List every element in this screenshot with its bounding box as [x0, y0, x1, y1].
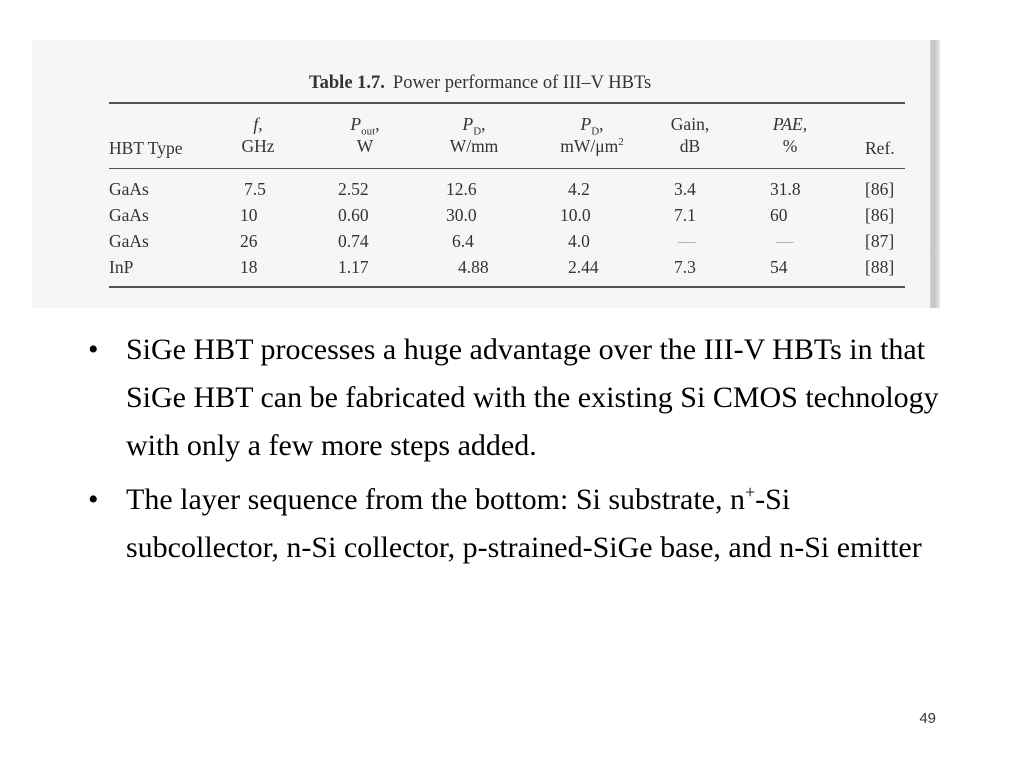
cell-pd-wmm: 4.88	[458, 257, 489, 277]
cell-pd-mw: 2.44	[568, 257, 599, 277]
cell-pout: 2.52	[338, 179, 369, 199]
cell-type: GaAs	[109, 205, 149, 225]
cell-pout: 0.74	[338, 231, 369, 251]
cell-ref: [88]	[865, 257, 895, 277]
cell-ref: [87]	[865, 231, 895, 251]
cell-pae: 60	[770, 205, 788, 225]
header-pd-wmm: $P_D$, W/mm	[449, 114, 499, 156]
bullet-dot: •	[88, 483, 99, 516]
cell-gain: 3.4	[674, 179, 696, 199]
cell-pd-mw: 4.2	[568, 179, 590, 199]
cell-pd-mw: 4.0	[568, 231, 590, 251]
cell-pout: 0.60	[338, 205, 369, 225]
cell-gain: —	[678, 231, 696, 251]
page-number: 49	[919, 710, 936, 727]
table-bottom-rule	[109, 286, 905, 288]
table-scan	[32, 40, 940, 308]
cell-pout: 1.17	[338, 257, 369, 277]
bullet-dot: •	[88, 333, 99, 366]
table-top-rule	[109, 102, 905, 104]
cell-gain: 7.3	[674, 257, 696, 277]
cell-f: 7.5	[244, 179, 266, 199]
table-caption-label: Table 1.7.	[309, 73, 385, 93]
cell-f: 10	[240, 205, 258, 225]
cell-type: GaAs	[109, 231, 149, 251]
cell-pae: —	[776, 231, 794, 251]
header-gain: Gain, dB	[670, 114, 710, 156]
header-pae: PAE, %	[772, 114, 808, 156]
cell-pd-wmm: 12.6	[446, 179, 477, 199]
bullet-list	[88, 326, 948, 578]
bullet-item	[88, 326, 948, 470]
table-header-rule	[109, 168, 905, 169]
header-f: f, GHz	[241, 114, 275, 156]
bullet-text: The layer sequence from the bottom: Si substrate, n+-Si subcollector, n-Si collector, p-strained-SiGe base, and n-Si emitter	[126, 482, 922, 564]
header-ref: Ref.	[865, 138, 895, 158]
cell-f: 18	[240, 257, 258, 277]
table-caption-text: Power performance of III–V HBTs	[392, 73, 652, 93]
cell-pd-mw: 10.0	[560, 205, 591, 225]
cell-pae: 31.8	[770, 179, 801, 199]
cell-pae: 54	[770, 257, 788, 277]
header-pout: $P_{out}$, W	[350, 114, 380, 156]
bullet-item	[88, 476, 948, 572]
cell-type: GaAs	[109, 179, 149, 199]
table-caption	[309, 73, 869, 94]
cell-f: 26	[240, 231, 258, 251]
cell-type: InP	[109, 257, 134, 277]
bullet-text: SiGe HBT processes a huge advantage over the III-V HBTs in that SiGe HBT can be fabricated with the existing Si CMOS technology with only a few more steps added.	[126, 333, 939, 462]
scan-page-edge	[930, 40, 940, 308]
header-hbt-type: HBT Type	[109, 138, 183, 158]
cell-gain: 7.1	[674, 205, 696, 225]
cell-pd-wmm: 6.4	[452, 231, 474, 251]
cell-ref: [86]	[865, 205, 895, 225]
cell-ref: [86]	[865, 179, 895, 199]
header-pd-mwum2: $P_D$, $mW/\mu m^2$	[560, 114, 624, 156]
cell-pd-wmm: 30.0	[446, 205, 477, 225]
